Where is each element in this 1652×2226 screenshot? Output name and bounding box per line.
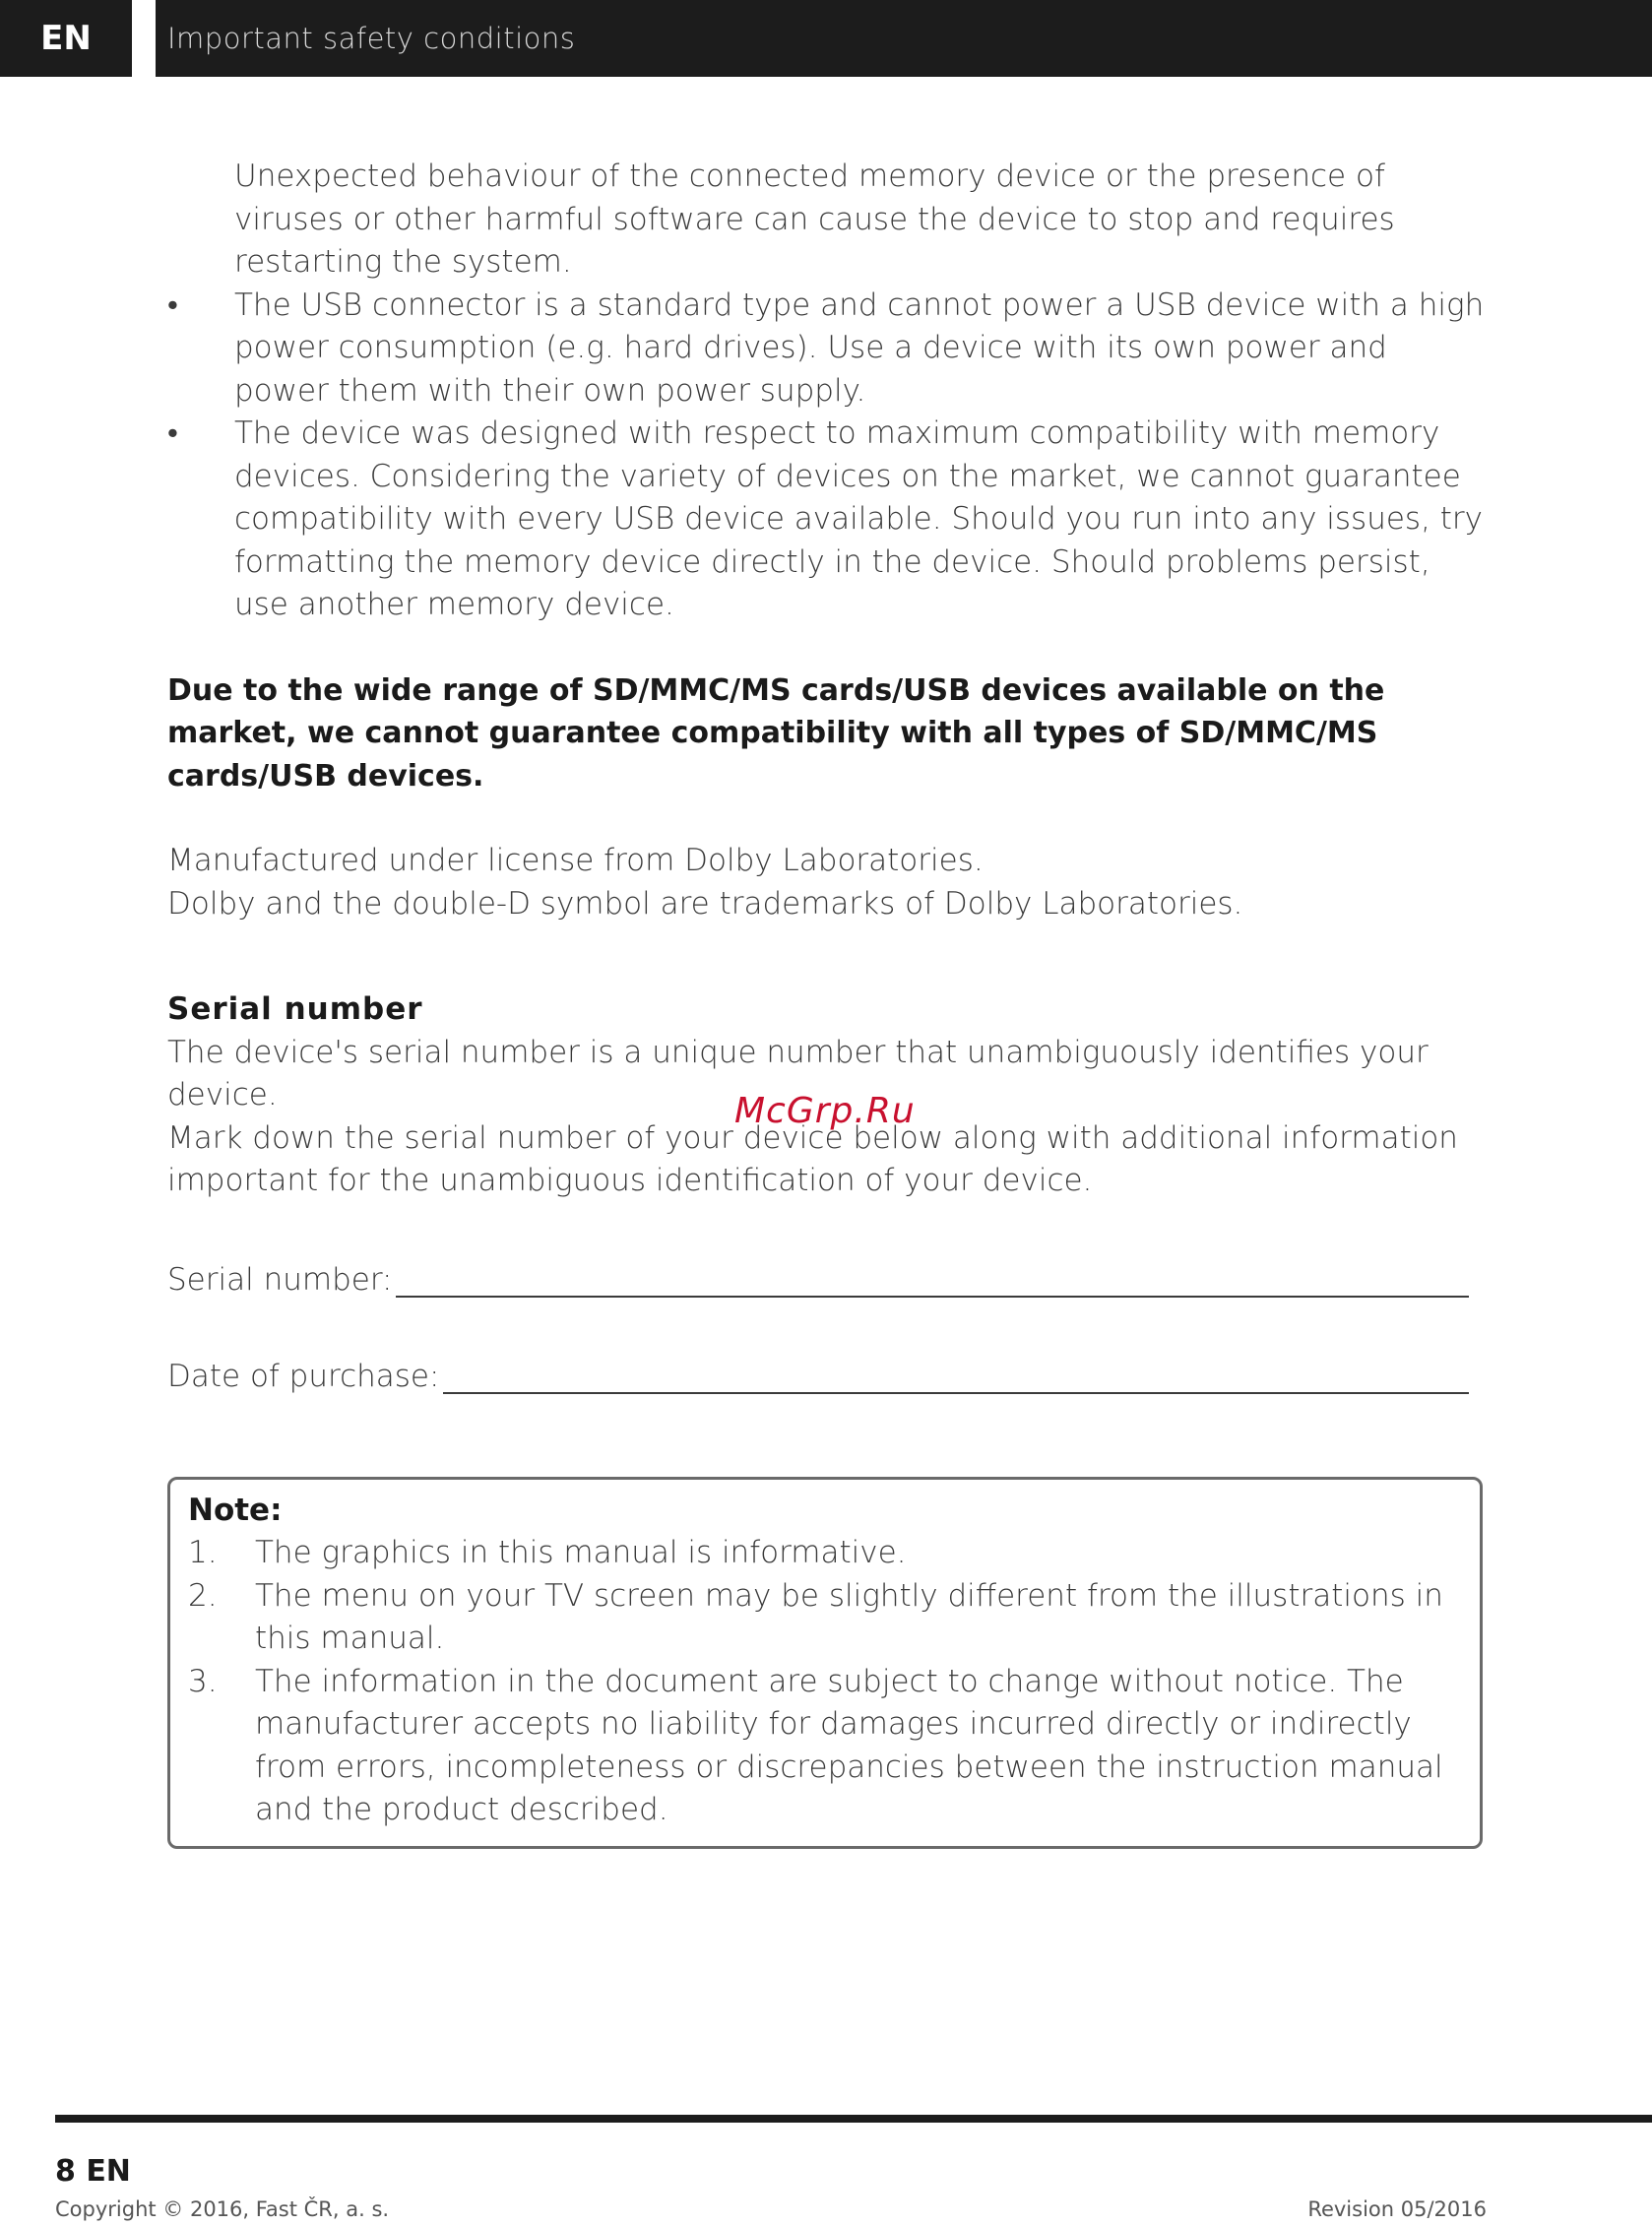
- note-item-text: The graphics in this manual is informative.: [255, 1535, 907, 1570]
- bullet-dot: •: [167, 415, 178, 451]
- intro-continuation: Unexpected behaviour of the connected memory device or the presence of viruses or other harmful software can cause the device to stop and requires restarting the system.: [234, 159, 1395, 280]
- watermark: McGrp.Ru: [734, 1091, 916, 1131]
- serial-number-description: The device's serial number is a unique number that unambiguously identifies your device.: [167, 1034, 1429, 1113]
- date-of-purchase-field[interactable]: [167, 1359, 1469, 1394]
- note-item-number: 3.: [188, 1663, 218, 1699]
- serial-number-label: Serial number:: [167, 1261, 393, 1298]
- note-item-text: The information in the document are subject to change without notice. The manufacturer accepts no liability for damages incurred directly or indirectly from errors, incompleteness or discrepancies between the instruction manual and the product described.: [255, 1663, 1443, 1827]
- page-number: 8 EN: [55, 2154, 131, 2189]
- serial-number-heading: Serial number: [167, 991, 423, 1027]
- note-title: Note:: [188, 1492, 283, 1528]
- language-tab: EN: [0, 0, 132, 77]
- bullet-text: The device was designed with respect to maximum compatibility with memory devices. Considering the variety of devices on the market, we cannot guarantee compatibility with every USB device available. Should you run into any issues, try formatting the memory device directly in the device. Should problems persist, use another memory device.: [234, 415, 1484, 622]
- note-item: [188, 1532, 1460, 1575]
- revision-label: Revision 05/2016: [1307, 2197, 1487, 2221]
- dolby-notice: [167, 840, 1487, 925]
- page-content: [167, 156, 1487, 1849]
- compatibility-warning: Due to the wide range of SD/MMC/MS cards/USB devices available on the market, we cannot guarantee compatibility with all types of SD/MMC/MS cards/USB devices.: [167, 672, 1385, 794]
- note-item-number: 1.: [188, 1535, 218, 1570]
- serial-number-blank-line[interactable]: [396, 1264, 1469, 1298]
- bullet-text: The USB connector is a standard type and cannot power a USB device with a high power consumption (e.g. hard drives). Use a device with its own power and power them with their own power supply.: [234, 286, 1485, 409]
- serial-number-field[interactable]: [167, 1262, 1469, 1298]
- bullet-item: [167, 285, 1487, 413]
- note-item: [188, 1575, 1460, 1661]
- section-header-title: Important safety conditions: [156, 0, 1652, 77]
- date-of-purchase-label: Date of purchase:: [167, 1358, 440, 1394]
- date-of-purchase-blank-line[interactable]: [443, 1361, 1469, 1394]
- serial-number-instruction: Mark down the serial number of your device below along with additional information important for the unambiguous identification of your device.: [167, 1119, 1458, 1198]
- note-item: [188, 1661, 1460, 1832]
- note-item-number: 2.: [188, 1577, 218, 1614]
- dolby-line-2: Dolby and the double-D symbol are trademarks of Dolby Laboratories.: [167, 885, 1243, 922]
- footer-divider: [55, 2115, 1652, 2123]
- bullet-item: [167, 413, 1487, 627]
- note-item-text: The menu on your TV screen may be slightly different from the illustrations in this manual.: [255, 1577, 1443, 1656]
- note-box: [167, 1477, 1483, 1849]
- dolby-line-1: Manufactured under license from Dolby Laboratories.: [167, 843, 984, 878]
- bullet-dot: •: [167, 286, 178, 323]
- copyright-notice: Copyright © 2016, Fast ČR, a. s.: [55, 2197, 390, 2221]
